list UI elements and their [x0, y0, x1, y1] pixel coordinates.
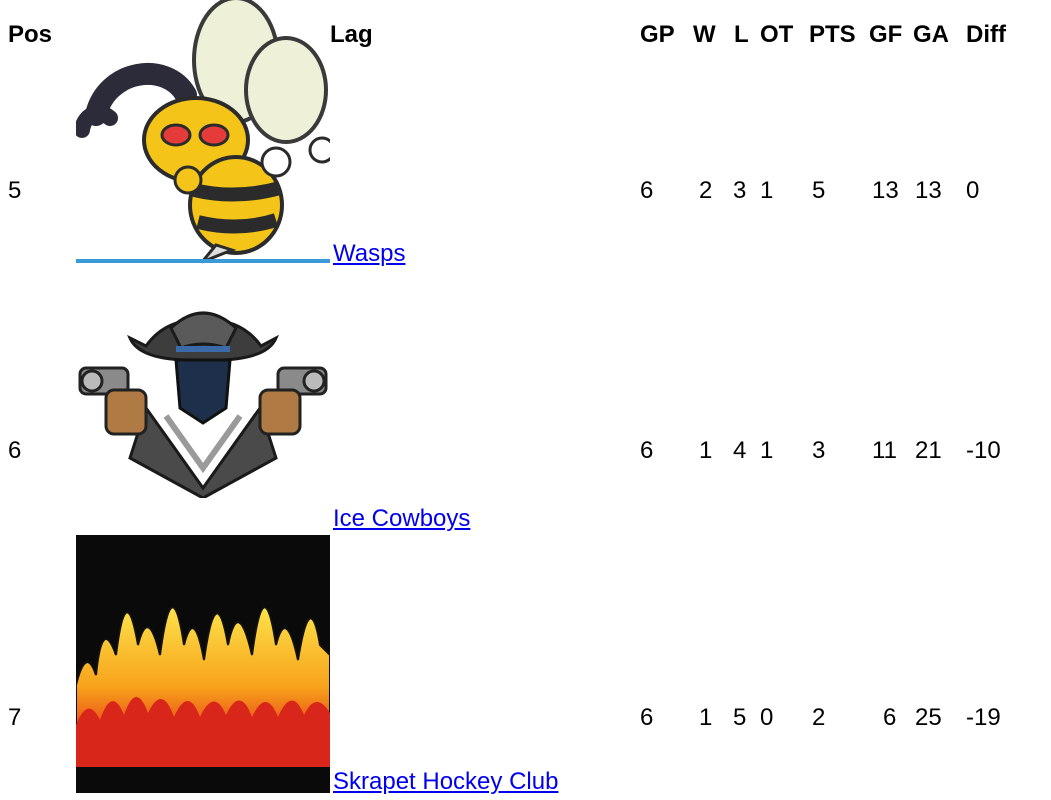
header-gf: GF — [869, 21, 903, 48]
flames-logo — [76, 535, 330, 793]
row-gf: 11 — [872, 437, 897, 464]
row-ot: 1 — [760, 437, 774, 464]
row-w: 1 — [699, 437, 713, 464]
team-link-wasps[interactable]: Wasps — [333, 240, 406, 267]
row-gf: 13 — [872, 177, 899, 204]
header-lag: Lag — [330, 21, 373, 48]
row-diff: -10 — [966, 437, 1001, 464]
row-pos: 6 — [8, 437, 22, 464]
row-w: 1 — [699, 704, 713, 731]
header-ot: OT — [760, 21, 794, 48]
header-ga: GA — [913, 21, 949, 48]
row-pos: 5 — [8, 177, 22, 204]
header-gp: GP — [640, 21, 675, 48]
header-pos: Pos — [8, 21, 53, 48]
row-w: 2 — [699, 177, 713, 204]
header-l: L — [734, 21, 749, 48]
row-ga: 21 — [915, 437, 942, 464]
header-pts: PTS — [809, 21, 856, 48]
row-pos: 7 — [8, 704, 22, 731]
row-l: 4 — [733, 437, 747, 464]
row-diff: -19 — [966, 704, 1001, 731]
row-l: 5 — [733, 704, 747, 731]
row-ot: 1 — [760, 177, 774, 204]
row-diff: 0 — [966, 177, 980, 204]
team-link-ice-cowboys[interactable]: Ice Cowboys — [333, 505, 471, 532]
row-pts: 2 — [812, 704, 826, 731]
row-gp: 6 — [640, 177, 654, 204]
row-gf: 6 — [883, 704, 897, 731]
row-pts: 5 — [812, 177, 826, 204]
row-gp: 6 — [640, 437, 654, 464]
header-diff: Diff — [966, 21, 1006, 48]
row-ot: 0 — [760, 704, 774, 731]
cowboy-logo — [76, 298, 330, 498]
row-gp: 6 — [640, 704, 654, 731]
row-ga: 13 — [915, 177, 942, 204]
row-ga: 25 — [915, 704, 942, 731]
header-w: W — [693, 21, 716, 48]
team-link-skrapet-hockey-club[interactable]: Skrapet Hockey Club — [333, 768, 559, 795]
row-l: 3 — [733, 177, 747, 204]
wasp-logo — [76, 0, 330, 265]
row-pts: 3 — [812, 437, 826, 464]
